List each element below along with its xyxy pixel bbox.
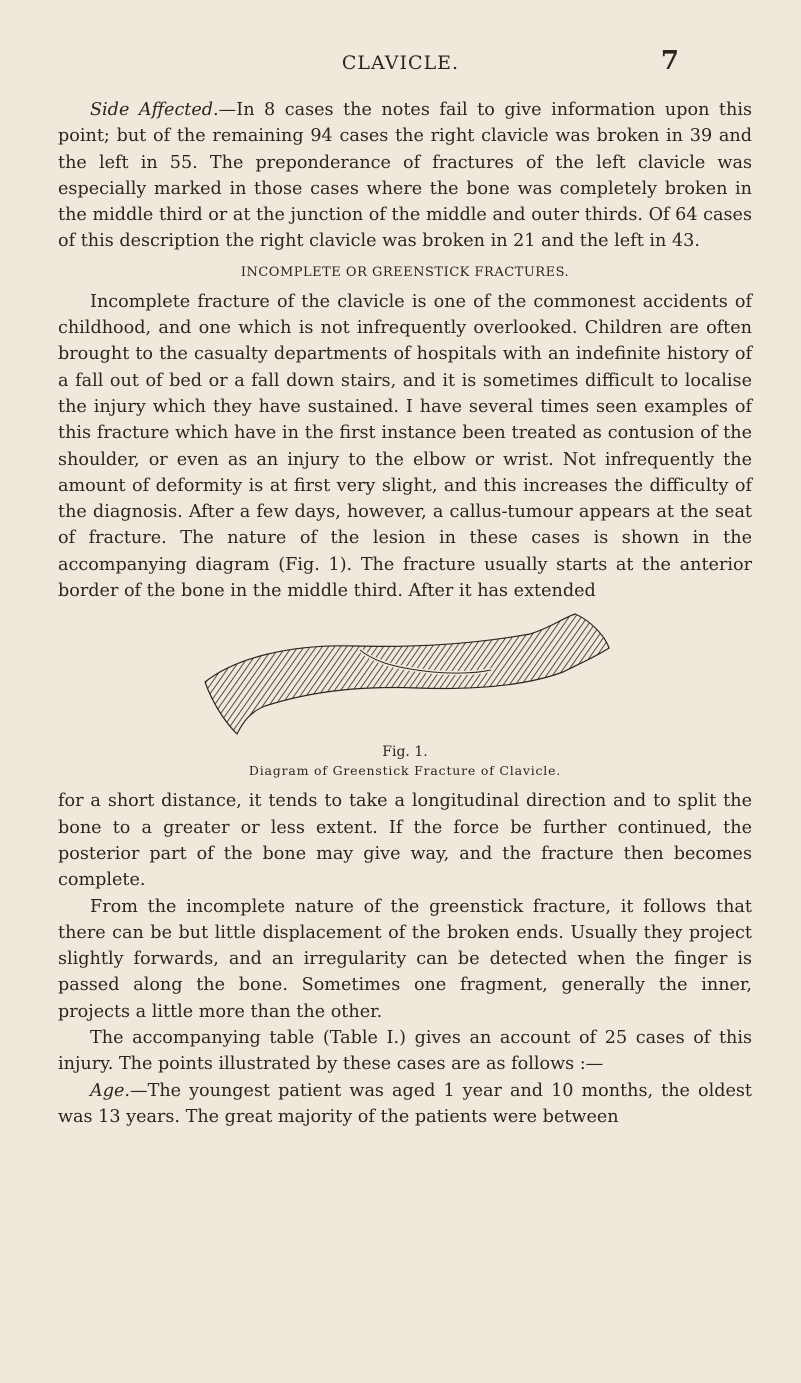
paragraph-age bbox=[58, 1078, 752, 1131]
paragraph-table-reference: The accompanying table (Table I.) gives an account of 25 cases of this injury. The points illustrated by these cases are as follows :— bbox=[58, 1028, 752, 1075]
side-affected-text: —In 8 cases the notes fail to give information upon this point; but of the remaining 94 cases the right clavicle was broken in 39 and the left in 55. The preponderance of fractures of the left clavicle was especially marked in those cases where the bone was completely broken in the middle third or at the junction of the middle and outer thirds. Of 64 cases of this description the right clavicle was broken in 21 and the left in 43. bbox=[58, 100, 752, 252]
page-number: 7 bbox=[660, 46, 679, 76]
paragraph-incomplete-fracture: Incomplete fracture of the clavicle is one of the commonest accidents of childhood, and one which is not infrequently overlooked. Children are often brought to the casualty departments of hospitals with an indefinite history of a fall out of bed or a fall down stairs, and it is sometimes difficult to localise the injury which they have sustained. I have several times seen examples of this fracture which have in the first instance been treated as contusion of the shoulder, or even as an injury to the elbow or wrist. Not infrequently the amount of deformity is at first very slight, and this increases the difficulty of the diagnosis. After a few days, however, a callus-tumour appears at the seat of fracture. The nature of the lesion in these cases is shown in the accompanying diagram (Fig. 1). The fracture usually starts at the anterior border of the bone in the middle third. After it has extended bbox=[58, 291, 752, 602]
age-lead: Age. bbox=[90, 1080, 130, 1101]
paragraph-continuation: for a short distance, it tends to take a longitudinal direction and to split the bone to a greater or less extent. If the force be further continued, the posterior part of the bone may give way, and the fracture then becomes complete. bbox=[58, 791, 752, 891]
paragraph-displacement: From the incomplete nature of the greenstick fracture, it follows that there can be but little displacement of the broken ends. Usually they project slightly forwards, and an irregularity can be detected when the finger is passed along the bone. Sometimes one fragment, generally the inner, projects a little more than the other. bbox=[58, 896, 752, 1022]
page-body bbox=[58, 97, 752, 1130]
side-affected-lead: Side Affected. bbox=[90, 100, 219, 120]
paragraph-side-affected bbox=[58, 97, 752, 255]
greenstick-fracture-diagram bbox=[195, 610, 615, 740]
running-head: CLAVICLE. bbox=[341, 52, 460, 74]
figure-label: Fig. 1. bbox=[382, 744, 428, 761]
clavicle-bone-shape bbox=[205, 614, 609, 734]
figure-caption: Diagram of Greenstick Fracture of Clavicle. bbox=[248, 763, 562, 779]
figure-1 bbox=[58, 610, 752, 780]
age-text: —The youngest patient was aged 1 year and 10 months, the oldest was 13 years. The great majority of the patients were between bbox=[58, 1080, 752, 1127]
section-heading: INCOMPLETE OR GREENSTICK FRACTURES. bbox=[240, 264, 570, 280]
